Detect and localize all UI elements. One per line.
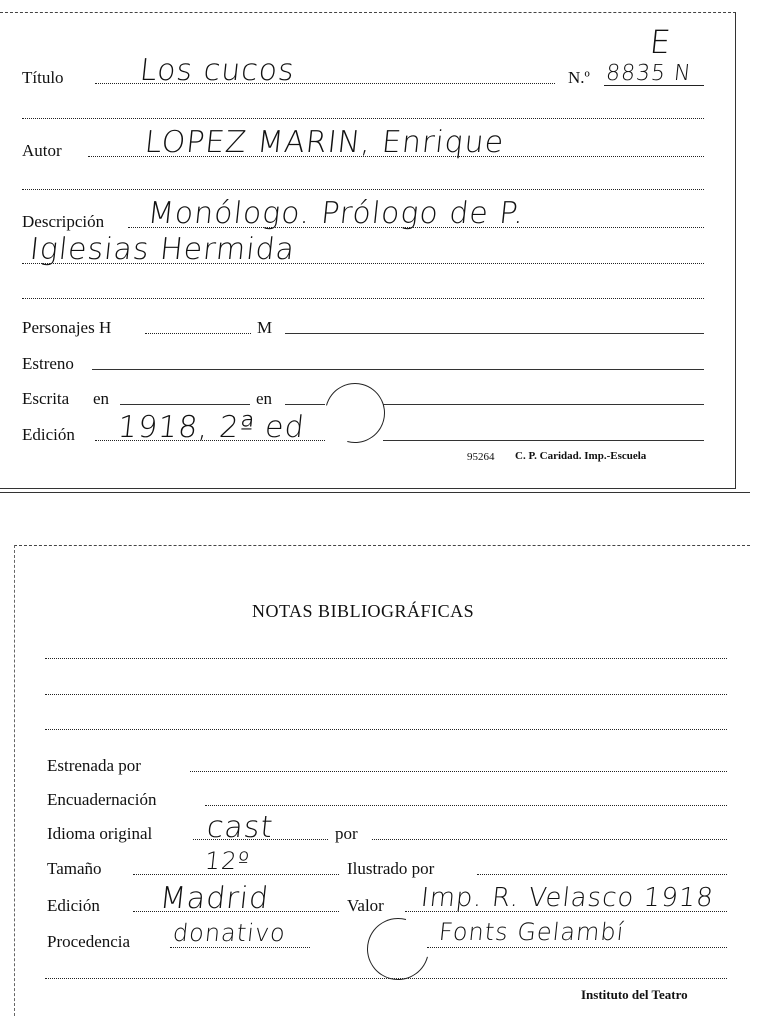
card-divider xyxy=(0,492,750,493)
edicion-value: 1918, 2ª ed xyxy=(116,410,307,445)
printer-code: 95264 xyxy=(467,451,495,463)
edicion-line-2 xyxy=(383,440,704,441)
valor-label: Valor xyxy=(347,896,384,915)
encuadernacion-label: Encuadernación xyxy=(47,790,157,809)
printer-text: C. P. Caridad. Imp.-Escuela xyxy=(515,450,647,462)
edicion-value-back: Madrid xyxy=(158,881,271,916)
tamano-label: Tamaño xyxy=(47,859,102,878)
titulo-value: Los cucos xyxy=(138,53,297,88)
encuadernacion-line xyxy=(205,805,727,806)
stamp-circle xyxy=(314,372,396,454)
institution-footer: Instituto del Teatro xyxy=(581,987,688,1002)
descripcion-label: Descripción xyxy=(22,212,105,231)
descripcion-value-2: Iglesias Hermida xyxy=(28,232,297,267)
estreno-line xyxy=(92,369,704,370)
escrita-line-3 xyxy=(383,404,704,405)
descripcion-line-3 xyxy=(22,298,704,299)
valor-value: Imp. R. Velasco 1918 xyxy=(419,883,716,913)
notas-line-3 xyxy=(45,729,727,730)
autor-line-2 xyxy=(22,189,704,190)
escrita-label: Escrita xyxy=(22,389,70,408)
idioma-label: Idioma original xyxy=(47,824,153,843)
numero-label: N.º xyxy=(568,68,590,87)
titulo-line-2 xyxy=(22,118,704,119)
tamano-value: 12º xyxy=(203,847,252,875)
personajes-m-label: M xyxy=(257,318,273,337)
procedencia-line xyxy=(170,947,310,948)
letter-mark: E xyxy=(648,23,674,61)
estrenada-line xyxy=(190,771,727,772)
personajes-label: Personajes H xyxy=(22,318,112,337)
catalog-card-back xyxy=(14,545,750,1016)
escrita-en-label: en xyxy=(93,389,110,408)
personajes-m-line xyxy=(285,333,704,334)
estreno-label: Estreno xyxy=(22,354,74,373)
ilustrado-label: Ilustrado por xyxy=(347,859,435,878)
edicion-label: Edición xyxy=(22,425,75,444)
procedencia-extra: Fonts Gelambí xyxy=(437,918,626,946)
notas-title: NOTAS BIBLIOGRÁFICAS xyxy=(252,601,475,621)
ilustrado-line xyxy=(477,874,727,875)
final-line xyxy=(45,978,727,979)
estrenada-label: Estrenada por xyxy=(47,756,141,775)
personajes-h-line xyxy=(145,333,251,334)
numero-underline xyxy=(604,85,704,86)
autor-label: Autor xyxy=(22,141,62,160)
descripcion-value-1: Monólogo. Prólogo de P. xyxy=(146,196,527,231)
titulo-label: Título xyxy=(22,68,64,87)
notas-line-1 xyxy=(45,658,727,659)
escrita-line-1 xyxy=(120,404,250,405)
procedencia-label: Procedencia xyxy=(47,932,131,951)
autor-value: LOPEZ MARIN, Enrique xyxy=(143,125,506,160)
idioma-value: cast xyxy=(205,810,276,845)
idioma-por-line xyxy=(372,839,727,840)
edicion-label-back: Edición xyxy=(47,896,100,915)
numero-value: 8835 N xyxy=(604,61,693,86)
notas-line-2 xyxy=(45,694,727,695)
procedencia-line-2 xyxy=(427,947,727,948)
escrita-line-2 xyxy=(285,404,325,405)
escrita-en2-label: en xyxy=(256,389,273,408)
catalog-card-front xyxy=(0,12,736,489)
procedencia-value: donativo xyxy=(171,919,288,947)
idioma-por-label: por xyxy=(335,824,358,843)
